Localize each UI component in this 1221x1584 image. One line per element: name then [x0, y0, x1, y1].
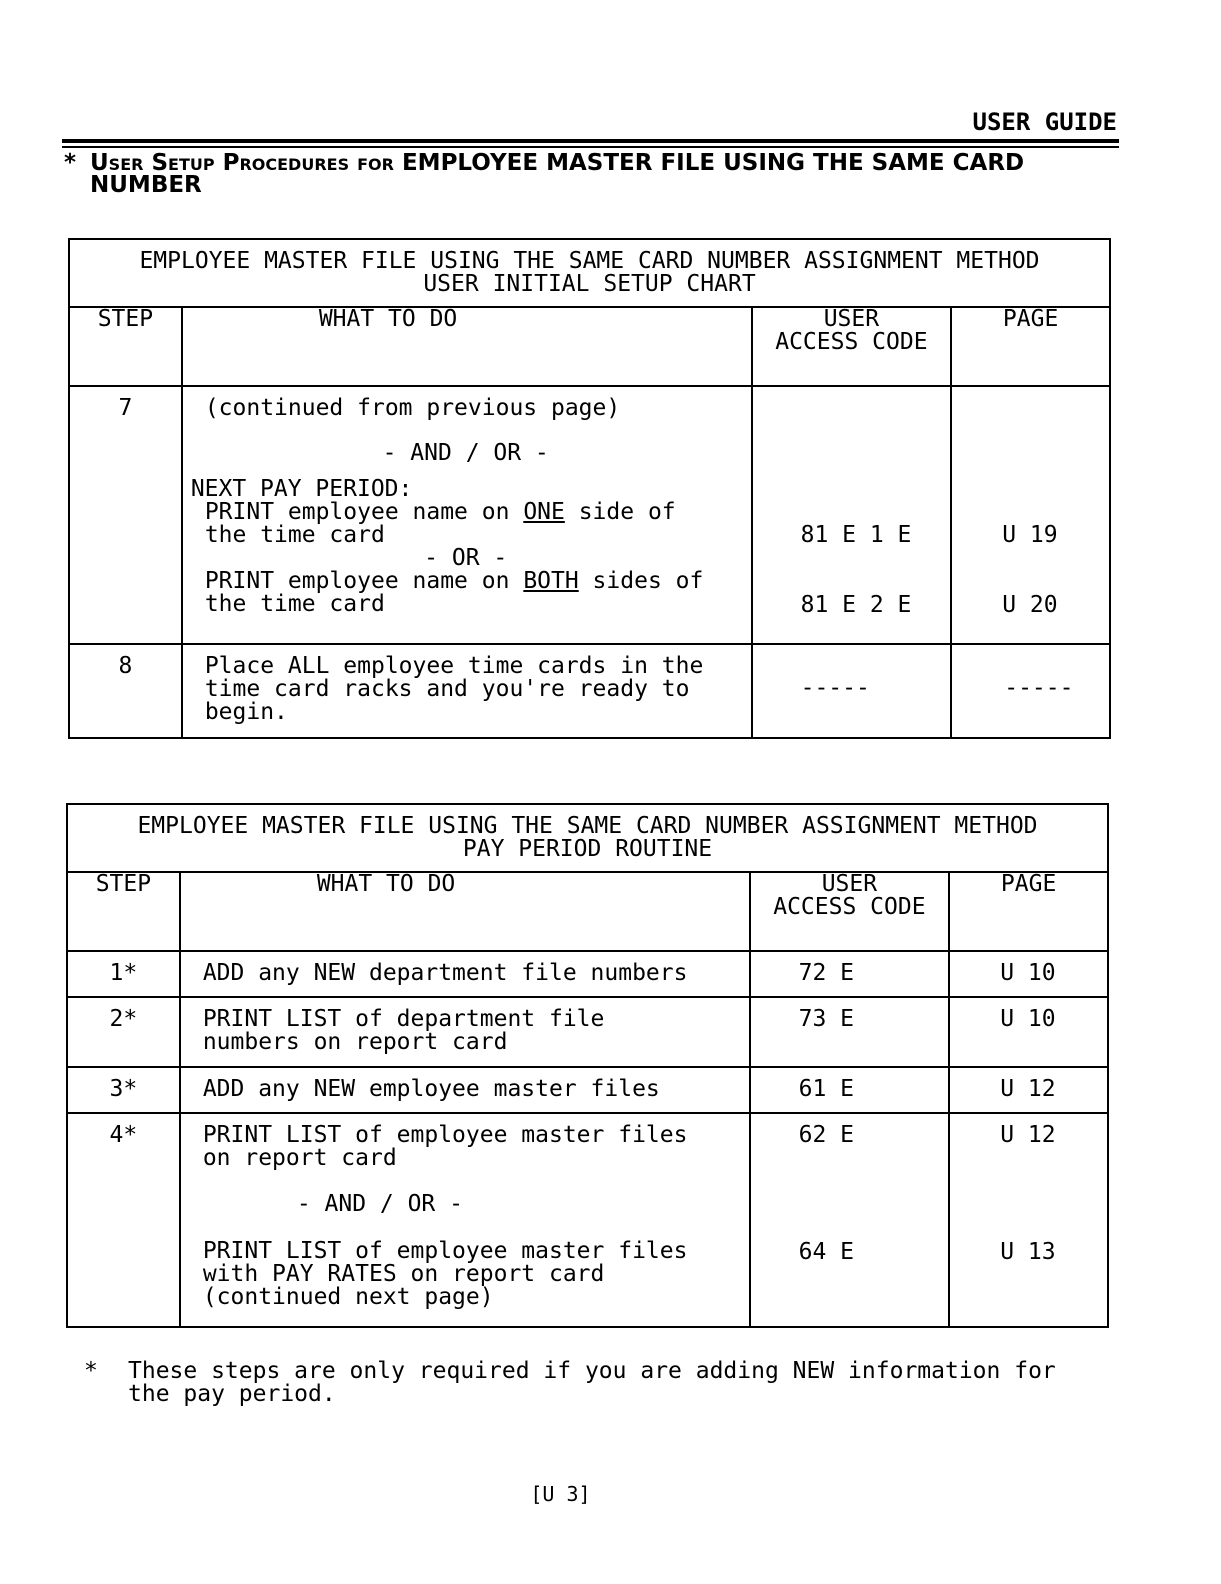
what-line: (continued next page) — [202, 1284, 494, 1310]
chart-title-line1: EMPLOYEE MASTER FILE USING THE SAME CARD NUMBER ASSIGNMENT METHOD — [139, 248, 1040, 274]
page-ref-value: U 12 — [1000, 1122, 1056, 1148]
col-header-step: STEP — [69, 307, 182, 386]
or-separator: - OR - — [424, 545, 508, 571]
footnote-line2: the pay period. — [128, 1381, 336, 1407]
what-line: time card racks and you're ready to — [204, 676, 690, 702]
footnote-line1: These steps are only required if you are adding NEW information for — [128, 1358, 1056, 1384]
col-header-step: STEP — [67, 872, 180, 951]
column-header-row — [69, 307, 1110, 386]
section-title — [64, 152, 1124, 196]
what-cell — [182, 644, 752, 738]
page-ref-value: U 19 — [1002, 522, 1058, 548]
access-code-value: 64 E — [798, 1239, 854, 1265]
what-line: PRINT LIST of department file — [202, 1006, 605, 1032]
option-both-text-a: PRINT employee name on — [204, 568, 524, 594]
col-header-code-line2: ACCESS CODE — [775, 329, 928, 355]
footnote-mark: * — [84, 1358, 98, 1384]
table-row-step-4 — [67, 1113, 1108, 1327]
chart-title-line1: EMPLOYEE MASTER FILE USING THE SAME CARD NUMBER ASSIGNMENT METHOD — [137, 813, 1038, 839]
chart-title-line2: USER INITIAL SETUP CHART — [423, 271, 756, 297]
what-cell — [182, 386, 752, 644]
access-code-value: 81 E 1 E — [800, 522, 912, 548]
option-one-text-c: the time card — [204, 522, 385, 548]
column-header-row — [67, 872, 1108, 951]
table-row-step-7 — [69, 386, 1110, 644]
access-code-cell — [750, 1113, 950, 1327]
table-row-step-3 — [67, 1067, 1108, 1113]
next-pay-period-label: NEXT PAY PERIOD: — [190, 476, 413, 502]
step-cell: 1* — [67, 951, 180, 997]
option-both-text-c: the time card — [204, 591, 385, 617]
page-ref-cell: U 10 — [949, 997, 1108, 1067]
and-or-separator: - AND / OR - — [296, 1191, 463, 1217]
col-header-code — [750, 872, 950, 951]
what-line: begin. — [204, 699, 288, 725]
page-ref-value: U 20 — [1002, 592, 1058, 618]
and-or-separator: - AND / OR - — [382, 440, 549, 466]
what-line: Place ALL employee time cards in the — [204, 653, 704, 679]
chart-title-line2: PAY PERIOD ROUTINE — [462, 836, 713, 862]
step-cell: 8 — [69, 644, 182, 738]
what-line: numbers on report card — [202, 1029, 508, 1055]
col-header-what: WHAT TO DO — [182, 307, 752, 386]
access-code-cell: ----- — [752, 644, 952, 738]
header-rule-thin — [62, 146, 1119, 148]
option-one-text-b: side of — [564, 499, 676, 525]
table-row-step-1 — [67, 951, 1108, 997]
step-cell: 2* — [67, 997, 180, 1067]
access-code-cell: 72 E — [750, 951, 950, 997]
page-number: [U 3] — [530, 1482, 591, 1506]
access-code-cell: 73 E — [750, 997, 950, 1067]
page-ref-cell: U 12 — [949, 1067, 1108, 1113]
chart-title-row — [69, 239, 1110, 307]
what-line: with PAY RATES on report card — [202, 1261, 605, 1287]
col-header-code-line2: ACCESS CODE — [773, 894, 926, 920]
page-ref-cell: U 10 — [949, 951, 1108, 997]
section-title-continuation: NUMBER — [90, 172, 202, 198]
col-header-page: PAGE — [949, 872, 1108, 951]
section-title-bold: EMPLOYEE MASTER FILE USING THE SAME CARD — [401, 150, 1025, 176]
footnote — [84, 1360, 1114, 1406]
option-both-sides — [191, 570, 741, 616]
option-one-text-a: PRINT employee name on — [204, 499, 524, 525]
table-row-step-8 — [69, 644, 1110, 738]
what-line: PRINT LIST of employee master files — [202, 1122, 688, 1148]
option-one-emphasis: ONE — [523, 499, 565, 525]
document-header-label: USER GUIDE — [972, 108, 1117, 136]
page-ref-cell: ----- — [951, 644, 1110, 738]
col-header-code — [752, 307, 952, 386]
what-cell — [180, 997, 750, 1067]
page-ref-value: U 13 — [1000, 1239, 1056, 1265]
col-header-code-line1: USER — [823, 306, 880, 332]
what-line: on report card — [202, 1145, 397, 1171]
step-cell: 7 — [69, 386, 182, 644]
what-line: PRINT LIST of employee master files — [202, 1238, 688, 1264]
header-rule-thick — [62, 139, 1119, 143]
chart-title — [69, 239, 1110, 307]
continued-text: (continued from previous page) — [204, 395, 621, 421]
option-one-side — [191, 501, 741, 547]
table-row-step-2 — [67, 997, 1108, 1067]
section-title-smallcaps: User Setup Procedures for — [90, 150, 394, 176]
chart-title — [67, 804, 1108, 872]
page-ref-cell — [951, 386, 1110, 644]
chart-title-row — [67, 804, 1108, 872]
access-code-cell: 61 E — [750, 1067, 950, 1113]
what-cell: ADD any NEW employee master files — [180, 1067, 750, 1113]
step-cell: 3* — [67, 1067, 180, 1113]
what-cell — [180, 1113, 750, 1327]
access-code-value: 62 E — [798, 1122, 854, 1148]
col-header-page: PAGE — [951, 307, 1110, 386]
pay-period-routine-chart — [66, 803, 1109, 1328]
col-header-code-line1: USER — [821, 871, 878, 897]
initial-setup-chart — [68, 238, 1111, 739]
step-cell: 4* — [67, 1113, 180, 1327]
access-code-value: 81 E 2 E — [800, 592, 912, 618]
what-cell: ADD any NEW department file numbers — [180, 951, 750, 997]
col-header-what: WHAT TO DO — [180, 872, 750, 951]
option-both-emphasis: BOTH — [523, 568, 579, 594]
section-bullet: * — [64, 150, 77, 176]
option-both-text-b: sides of — [578, 568, 704, 594]
access-code-cell — [752, 386, 952, 644]
page-ref-cell — [949, 1113, 1108, 1327]
